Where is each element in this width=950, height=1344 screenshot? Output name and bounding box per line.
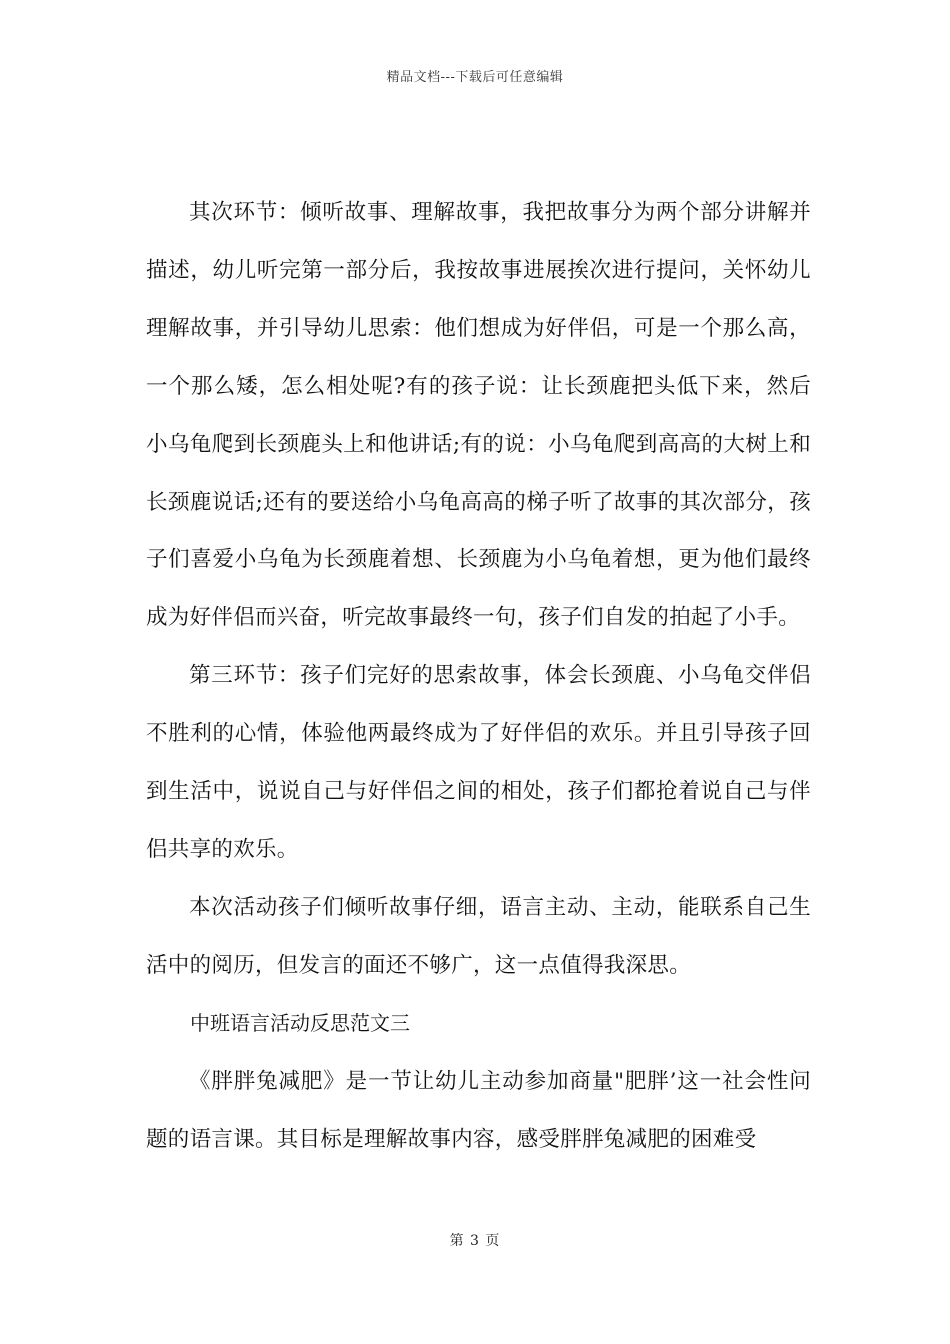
- document-body: [146, 184, 811, 1168]
- paragraph-second-stage: 其次环节：倾听故事、理解故事，我把故事分为两个部分讲解并描述，幼儿听完第一部分后，我按故事进展挨次进行提问，关怀幼儿理解故事，并引导幼儿思索：他们想成为好伴侣，可是一个那么高，一个那么矮，怎么相处呢?有的孩子说：让长颈鹿把头低下来，然后小乌龟爬到长颈鹿头上和他讲话;有的说：小乌龟爬到高高的大树上和长颈鹿说话;还有的要送给小乌龟高高的梯子听了故事的其次部分，孩子们喜爱小乌龟为长颈鹿着想、长颈鹿为小乌龟着想，更为他们最终成为好伴侣而兴奋，听完故事最终一句，孩子们自发的拍起了小手。: [146, 200, 811, 631]
- section-heading: 中班语言活动反思范文三: [190, 1010, 410, 1035]
- paragraph-third-stage: 第三环节：孩子们完好的思索故事，体会长颈鹿、小乌龟交伴侣不胜利的心情，体验他两最终成为了好伴侣的欢乐。并且引导孩子回到生活中，说说自己与好伴侣之间的相处，孩子们都抢着说自己与伴侣共享的欢乐。: [146, 663, 811, 862]
- page-header: 精品文档---下载后可任意编辑: [386, 70, 564, 85]
- paragraph-reflection: 本次活动孩子们倾听故事仔细，语言主动、主动，能联系自己生活中的阅历，但发言的面还不够广，这一点值得我深思。: [146, 894, 811, 978]
- paragraph-fat-rabbit: 《胖胖兔减肥》是一节让幼儿主动参加商量"肥胖’这一社会性问题的语言课。其目标是理解故事内容，感受胖胖兔减肥的困难受: [146, 1068, 811, 1152]
- page-number: 第 3 页: [449, 1233, 501, 1249]
